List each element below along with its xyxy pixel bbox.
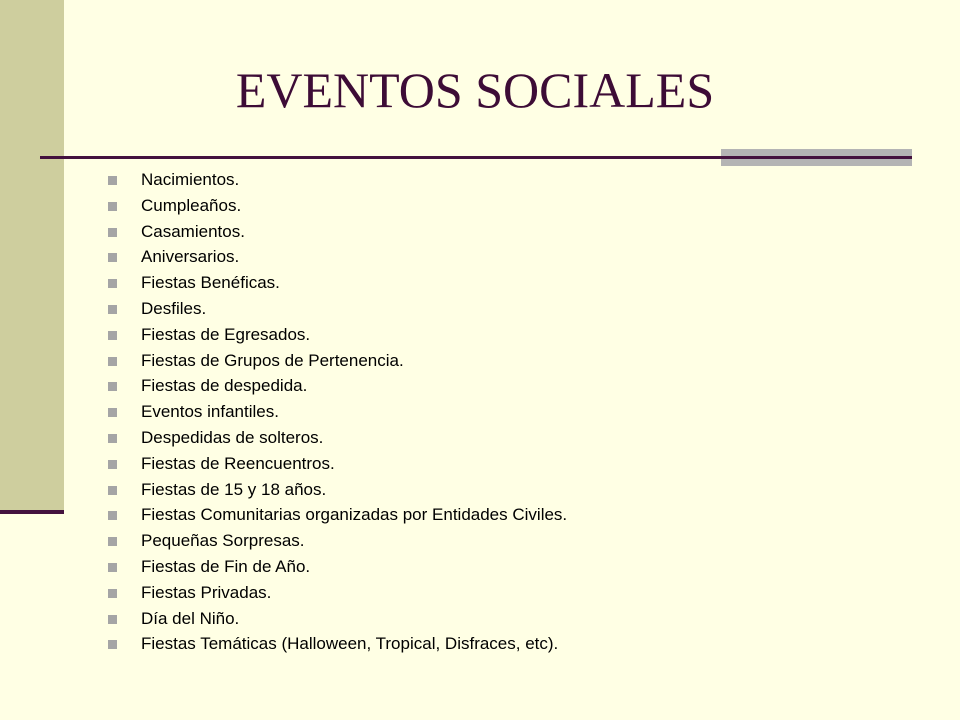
- bullet-item: [104, 348, 567, 374]
- square-bullet-icon: [108, 382, 117, 391]
- bullet-text: Día del Niño.: [141, 608, 240, 628]
- left-band-rule: [0, 510, 64, 514]
- bullet-text: Eventos infantiles.: [141, 402, 279, 422]
- square-bullet-icon: [108, 331, 117, 340]
- square-bullet-icon: [108, 615, 117, 624]
- bullet-item: [104, 167, 567, 193]
- bullet-item: [104, 631, 567, 657]
- bullet-text: Fiestas Temáticas (Halloween, Tropical, Disfraces, etc).: [141, 634, 559, 654]
- square-bullet-icon: [108, 305, 117, 314]
- bullet-text: Fiestas Benéficas.: [141, 273, 280, 293]
- bullet-item: [104, 399, 567, 425]
- bullet-text: Fiestas Comunitarias organizadas por Entidades Civiles.: [141, 505, 568, 525]
- bullet-item: [104, 270, 567, 296]
- bullet-item: [104, 554, 567, 580]
- bullet-item: [104, 219, 567, 245]
- square-bullet-icon: [108, 486, 117, 495]
- square-bullet-icon: [108, 563, 117, 572]
- bullet-text: Fiestas de Fin de Año.: [141, 556, 311, 576]
- bullet-item: [104, 193, 567, 219]
- bullet-text: Nacimientos.: [141, 170, 240, 189]
- square-bullet-icon: [108, 202, 117, 211]
- bullet-text: Cumpleaños.: [141, 195, 242, 215]
- bullet-item: [104, 477, 567, 503]
- bullet-item: [104, 244, 567, 270]
- square-bullet-icon: [108, 176, 117, 185]
- bullet-text: Fiestas de Grupos de Pertenencia.: [141, 350, 404, 370]
- square-bullet-icon: [108, 253, 117, 262]
- bullet-text: Despedidas de solteros.: [141, 427, 324, 447]
- square-bullet-icon: [108, 537, 117, 546]
- bullet-text: Casamientos.: [141, 221, 245, 241]
- bullet-item: [104, 502, 567, 528]
- bullet-list: [104, 167, 567, 657]
- bullet-item: [104, 373, 567, 399]
- bullet-text: Fiestas de Egresados.: [141, 324, 311, 344]
- bullet-text: Pequeñas Sorpresas.: [141, 531, 305, 551]
- square-bullet-icon: [108, 434, 117, 443]
- bullet-item: [104, 451, 567, 477]
- square-bullet-icon: [108, 511, 117, 520]
- square-bullet-icon: [108, 279, 117, 288]
- square-bullet-icon: [108, 408, 117, 417]
- square-bullet-icon: [108, 640, 117, 649]
- square-bullet-icon: [108, 460, 117, 469]
- title-rule-accent-line: [721, 156, 912, 159]
- bullet-text: Fiestas de despedida.: [141, 376, 308, 396]
- bullet-text: Fiestas de Reencuentros.: [141, 453, 335, 473]
- bullet-text: Fiestas de 15 y 18 años.: [141, 479, 327, 499]
- bullet-text: Aniversarios.: [141, 247, 240, 267]
- bullet-text: Desfiles.: [141, 298, 207, 318]
- bullet-item: [104, 425, 567, 451]
- bullet-item: [104, 606, 567, 632]
- slide-title: EVENTOS SOCIALES: [235, 62, 715, 118]
- bullet-item: [104, 296, 567, 322]
- bullet-item: [104, 528, 567, 554]
- square-bullet-icon: [108, 357, 117, 366]
- bullet-item: [104, 322, 567, 348]
- bullet-text: Fiestas Privadas.: [141, 582, 272, 602]
- square-bullet-icon: [108, 589, 117, 598]
- square-bullet-icon: [108, 228, 117, 237]
- bullet-item: [104, 580, 567, 606]
